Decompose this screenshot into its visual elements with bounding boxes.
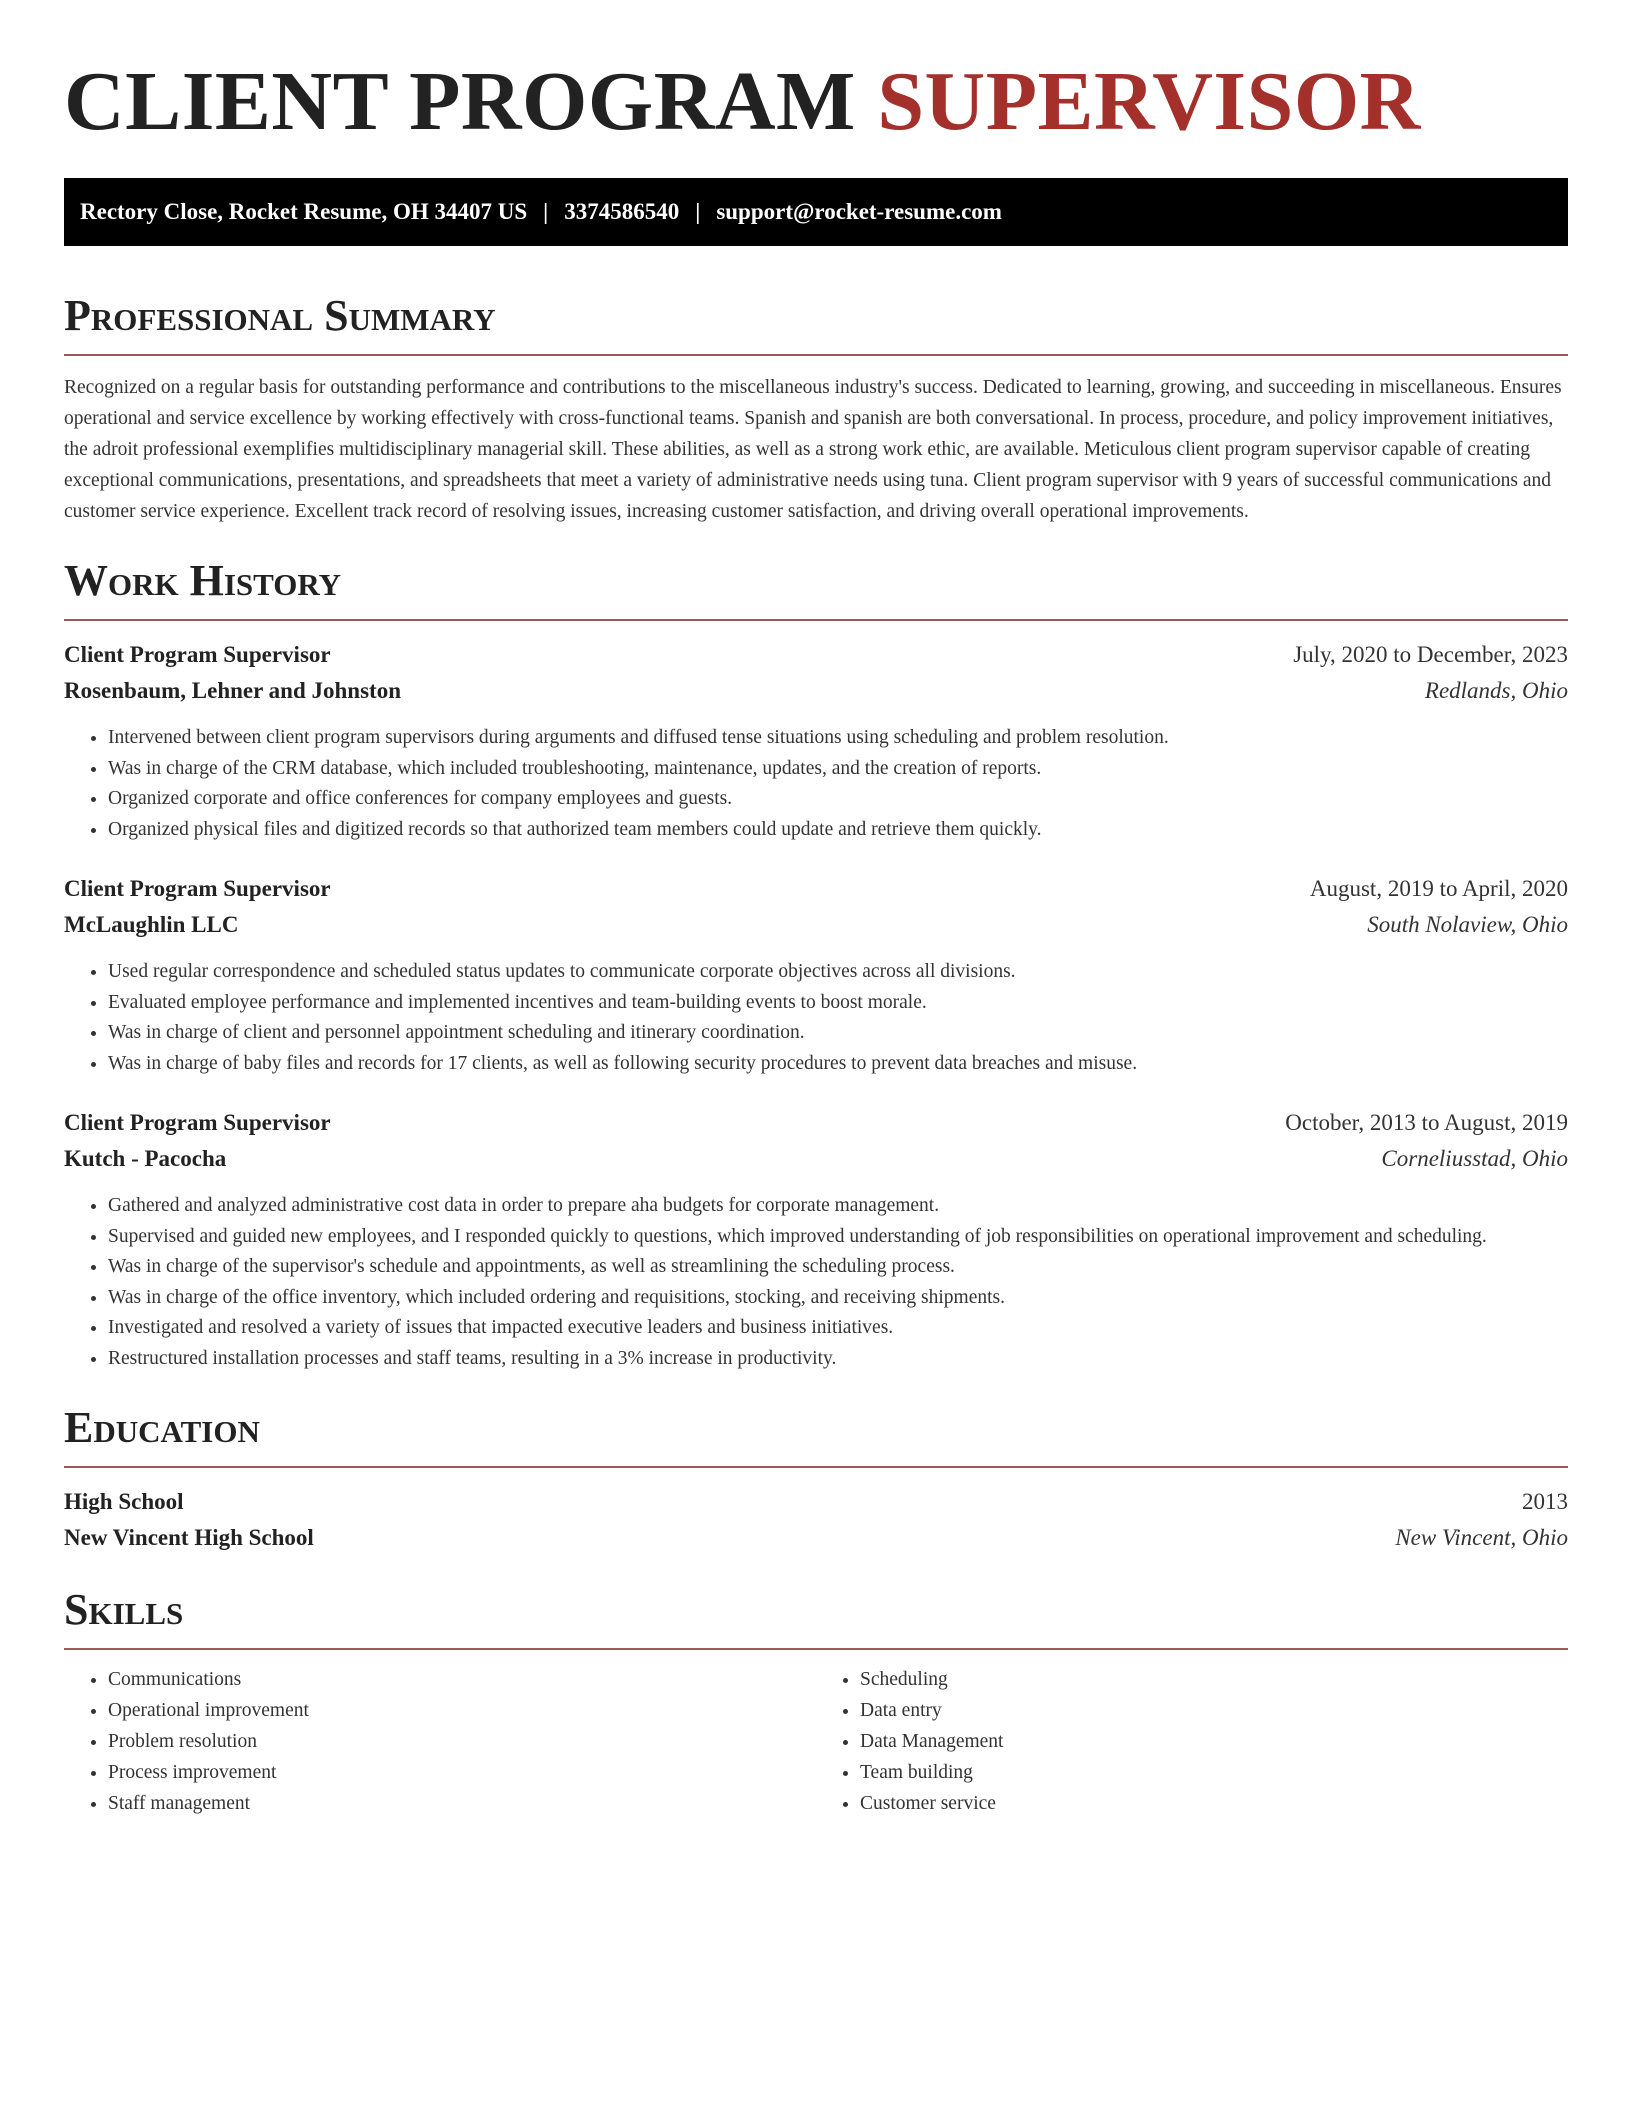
- resume-title: [64, 52, 1568, 152]
- skill-item: • Communications: [108, 1664, 816, 1695]
- job-company: McLaughlin LLC: [64, 912, 239, 937]
- contact-email: support@rocket-resume.com: [716, 199, 1002, 224]
- job-dates: August, 2019 to April, 2020: [1309, 876, 1568, 901]
- job-location: Corneliusstad, Ohio: [1381, 1146, 1568, 1171]
- job-location: South Nolaview, Ohio: [1367, 912, 1568, 937]
- skill-item: • Staff management: [108, 1788, 816, 1819]
- summary-text: Recognized on a regular basis for outstanding performance and contributions to the miscellaneous industry's success. Dedicated to learning, growing, and succeeding in miscellaneous. Ensures operational and service excellence by working effectively with cross-functional teams. Spanish and spanish are both conversational. In process, procedure, and policy improvement initiatives, the adroit professional exemplifies multidisciplinary managerial skill. These abilities, as well as a strong work ethic, are available. Meticulous client program supervisor capable of creating exceptional communications, presentations, and spreadsheets that meet a variety of administrative needs using tuna. Client program supervisor with 9 years of successful communications and customer service experience. Excellent track record of resolving issues, increasing customer satisfaction, and driving overall operational improvements.: [64, 377, 1562, 522]
- education-year: 2013: [1522, 1489, 1568, 1514]
- job-company-row: [64, 673, 1568, 709]
- skills-section: [64, 1584, 1568, 1819]
- skills-heading: Skills: [64, 1585, 184, 1634]
- job-bullet: • Was in charge of client and personnel appointment scheduling and itinerary coordination.: [108, 1018, 1568, 1049]
- job-bullet: • Investigated and resolved a variety of issues that impacted executive leaders and business initiatives.: [108, 1313, 1568, 1344]
- contact-phone: 3374586540: [564, 199, 680, 224]
- job-bullet: • Was in charge of the CRM database, which included troubleshooting, maintenance, updates, and the creation of reports.: [108, 754, 1568, 785]
- job-bullet: • Was in charge of baby files and records for 17 clients, as well as following security procedures to prevent data breaches and misuse.: [108, 1049, 1568, 1080]
- skill-item: • Scheduling: [860, 1664, 1568, 1695]
- education-degree: High School: [64, 1489, 184, 1514]
- skills-column-right: [816, 1664, 1568, 1819]
- job-bullet: • Organized corporate and office conferences for company employees and guests.: [108, 784, 1568, 815]
- job-bullets: [64, 1191, 1568, 1374]
- section-divider: [64, 1648, 1568, 1650]
- education-section: [64, 1402, 1568, 1556]
- skill-item: • Team building: [860, 1757, 1568, 1788]
- skills-column-left: [64, 1664, 816, 1819]
- title-main: CLIENT PROGRAM: [64, 55, 856, 148]
- job-entry: [64, 1105, 1568, 1374]
- skill-item: • Process improvement: [108, 1757, 816, 1788]
- job-entry: [64, 637, 1568, 845]
- contact-bar: [64, 178, 1568, 246]
- job-bullet: • Was in charge of the office inventory, which included ordering and requisitions, stocking, and receiving shipments.: [108, 1283, 1568, 1314]
- job-dates: October, 2013 to August, 2019: [1285, 1110, 1568, 1135]
- contact-separator: |: [695, 199, 701, 224]
- job-title: Client Program Supervisor: [64, 1110, 331, 1135]
- job-entry: [64, 871, 1568, 1079]
- job-title: Client Program Supervisor: [64, 642, 331, 667]
- job-bullet: • Evaluated employee performance and implemented incentives and team-building events to boost morale.: [108, 988, 1568, 1019]
- job-company: Kutch - Pacocha: [64, 1146, 227, 1171]
- section-divider: [64, 354, 1568, 356]
- job-bullet: • Restructured installation processes and staff teams, resulting in a 3% increase in productivity.: [108, 1344, 1568, 1375]
- work-history-heading: Work History: [64, 556, 342, 605]
- job-bullet: • Organized physical files and digitized records so that authorized team members could update and retrieve them quickly.: [108, 815, 1568, 846]
- job-bullet: • Supervised and guided new employees, and I responded quickly to questions, which improved understanding of job responsibilities on operational improvement and scheduling.: [108, 1222, 1568, 1253]
- section-divider: [64, 619, 1568, 621]
- job-bullets: [64, 957, 1568, 1079]
- job-bullets: [64, 723, 1568, 845]
- section-divider: [64, 1466, 1568, 1468]
- job-header-row: [64, 1105, 1568, 1141]
- skill-item: • Data entry: [860, 1695, 1568, 1726]
- skill-item: • Operational improvement: [108, 1695, 816, 1726]
- education-school-row: [64, 1520, 1568, 1556]
- job-bullet: • Gathered and analyzed administrative cost data in order to prepare aha budgets for corporate management.: [108, 1191, 1568, 1222]
- job-bullet: • Intervened between client program supervisors during arguments and diffused tense situations using scheduling and problem resolution.: [108, 723, 1568, 754]
- education-school: New Vincent High School: [64, 1525, 314, 1550]
- education-entry: [64, 1484, 1568, 1556]
- education-heading: Education: [64, 1403, 260, 1452]
- job-company: Rosenbaum, Lehner and Johnston: [64, 678, 402, 703]
- job-dates: July, 2020 to December, 2023: [1293, 642, 1568, 667]
- job-company-row: [64, 907, 1568, 943]
- job-title: Client Program Supervisor: [64, 876, 331, 901]
- contact-address: Rectory Close, Rocket Resume, OH 34407 US: [80, 199, 528, 224]
- job-bullet: • Was in charge of the supervisor's schedule and appointments, as well as streamlining the scheduling process.: [108, 1252, 1568, 1283]
- job-header-row: [64, 637, 1568, 673]
- skills-grid: [64, 1664, 1568, 1819]
- education-degree-row: [64, 1484, 1568, 1520]
- skill-item: • Data Management: [860, 1726, 1568, 1757]
- job-location: Redlands, Ohio: [1424, 678, 1568, 703]
- title-accent: SUPERVISOR: [877, 55, 1421, 148]
- work-history-section: [64, 555, 1568, 1374]
- summary-section: [64, 290, 1568, 527]
- skill-item: • Problem resolution: [108, 1726, 816, 1757]
- summary-heading: Professional Summary: [64, 291, 496, 340]
- job-company-row: [64, 1141, 1568, 1177]
- education-location: New Vincent, Ohio: [1395, 1525, 1568, 1550]
- contact-separator: |: [543, 199, 549, 224]
- job-header-row: [64, 871, 1568, 907]
- job-bullet: • Used regular correspondence and scheduled status updates to communicate corporate objectives across all divisions.: [108, 957, 1568, 988]
- skill-item: • Customer service: [860, 1788, 1568, 1819]
